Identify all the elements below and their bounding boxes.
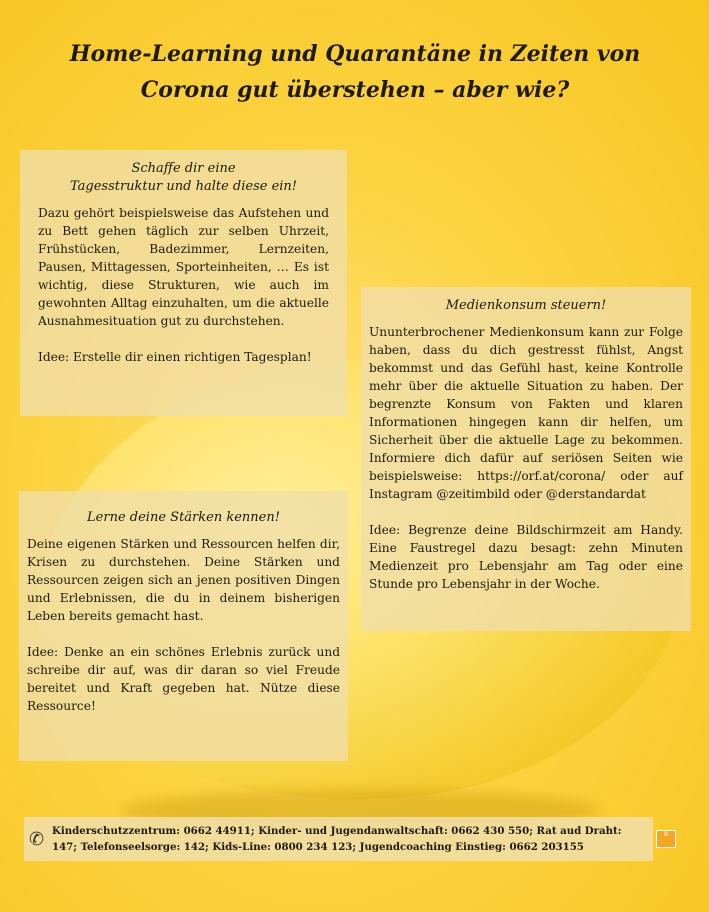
media-paragraph: Ununterbrochener Medienkonsum kann zur Folge haben, dass du dich gestresst fühlst, Angst bekommst und das Gefühl hast, keine Kontrolle mehr über die aktuelle Situation zu haben. Der begrenzte Konsum von Fakten und klaren Informationen hingegen kann dir helfen, um Sicherheit über die aktuelle Lage zu bekommen. Informiere dich dafür auf seriösen Seiten wie beispielsweise: https://orf.at/corona/ oder auf Instagram @zeitimbild oder @derstandardat (369, 325, 683, 501)
media-idea: Idee: Begrenze deine Bildschirmzeit am Handy. Eine Faustregel dazu besagt: zehn Minuten Medienzeit pro Lebensjahr am Tag oder eine Stunde pro Lebensjahr in der Woche. (369, 523, 683, 591)
page-title: Home-Learning und Quarantäne in Zeiten von Corona gut überstehen – aber wie? (69, 41, 641, 103)
footer-line2: 147; Telefonseelsorge: 142; Kids-Line: 0800 234 123; Jugendcoaching Einstieg: 0662 203155 (52, 841, 584, 853)
logo-icon: ▤ (656, 830, 676, 848)
contact-footer (24, 817, 653, 861)
structure-box (20, 150, 347, 416)
strengths-paragraph: Deine eigenen Stärken und Ressourcen helfen dir, Krisen zu durchstehen. Deine Stärken und Ressourcen zeigen sich an jenen positiven Dingen und Erlebnissen, die du in deinem bisherigen Leben bereits gemacht hast. (27, 537, 340, 623)
strengths-idea: Idee: Denke an ein schönes Erlebnis zurück und schreibe dir auf, was dir daran so viel Freude bereitet und Kraft gegeben hat. Nütze diese Ressource! (27, 645, 340, 713)
media-heading: Medienkonsum steuern! (445, 298, 607, 313)
strengths-box (19, 491, 348, 761)
strengths-heading: Lerne deine Stärken kennen! (87, 510, 280, 525)
structure-idea: Idee: Erstelle dir einen richtigen Tagesplan! (38, 350, 312, 364)
phone-icon: ✆ (29, 829, 45, 850)
media-box (361, 287, 691, 631)
structure-paragraph: Dazu gehört beispielsweise das Aufstehen und zu Bett gehen täglich zur selben Uhrzeit, Frühstücken, Badezimmer, Lernzeiten, Pausen, Mittagessen, Sporteinheiten, … Es ist wichtig, diese Strukturen, wie auch im gewohnten Alltag einzuhalten, um die aktuelle Ausnahmesituation gut zu durchstehen. (38, 206, 329, 328)
structure-heading-line1: Schaffe dir eine (131, 161, 236, 176)
footer-line1: Kinderschutzzentrum: 0662 44911; Kinder- und Jugendanwaltschaft: 0662 430 550; Rat aud Draht: (52, 825, 622, 837)
structure-heading-line2: Tagesstruktur und halte diese ein! (69, 179, 298, 194)
structure-heading (38, 160, 329, 196)
